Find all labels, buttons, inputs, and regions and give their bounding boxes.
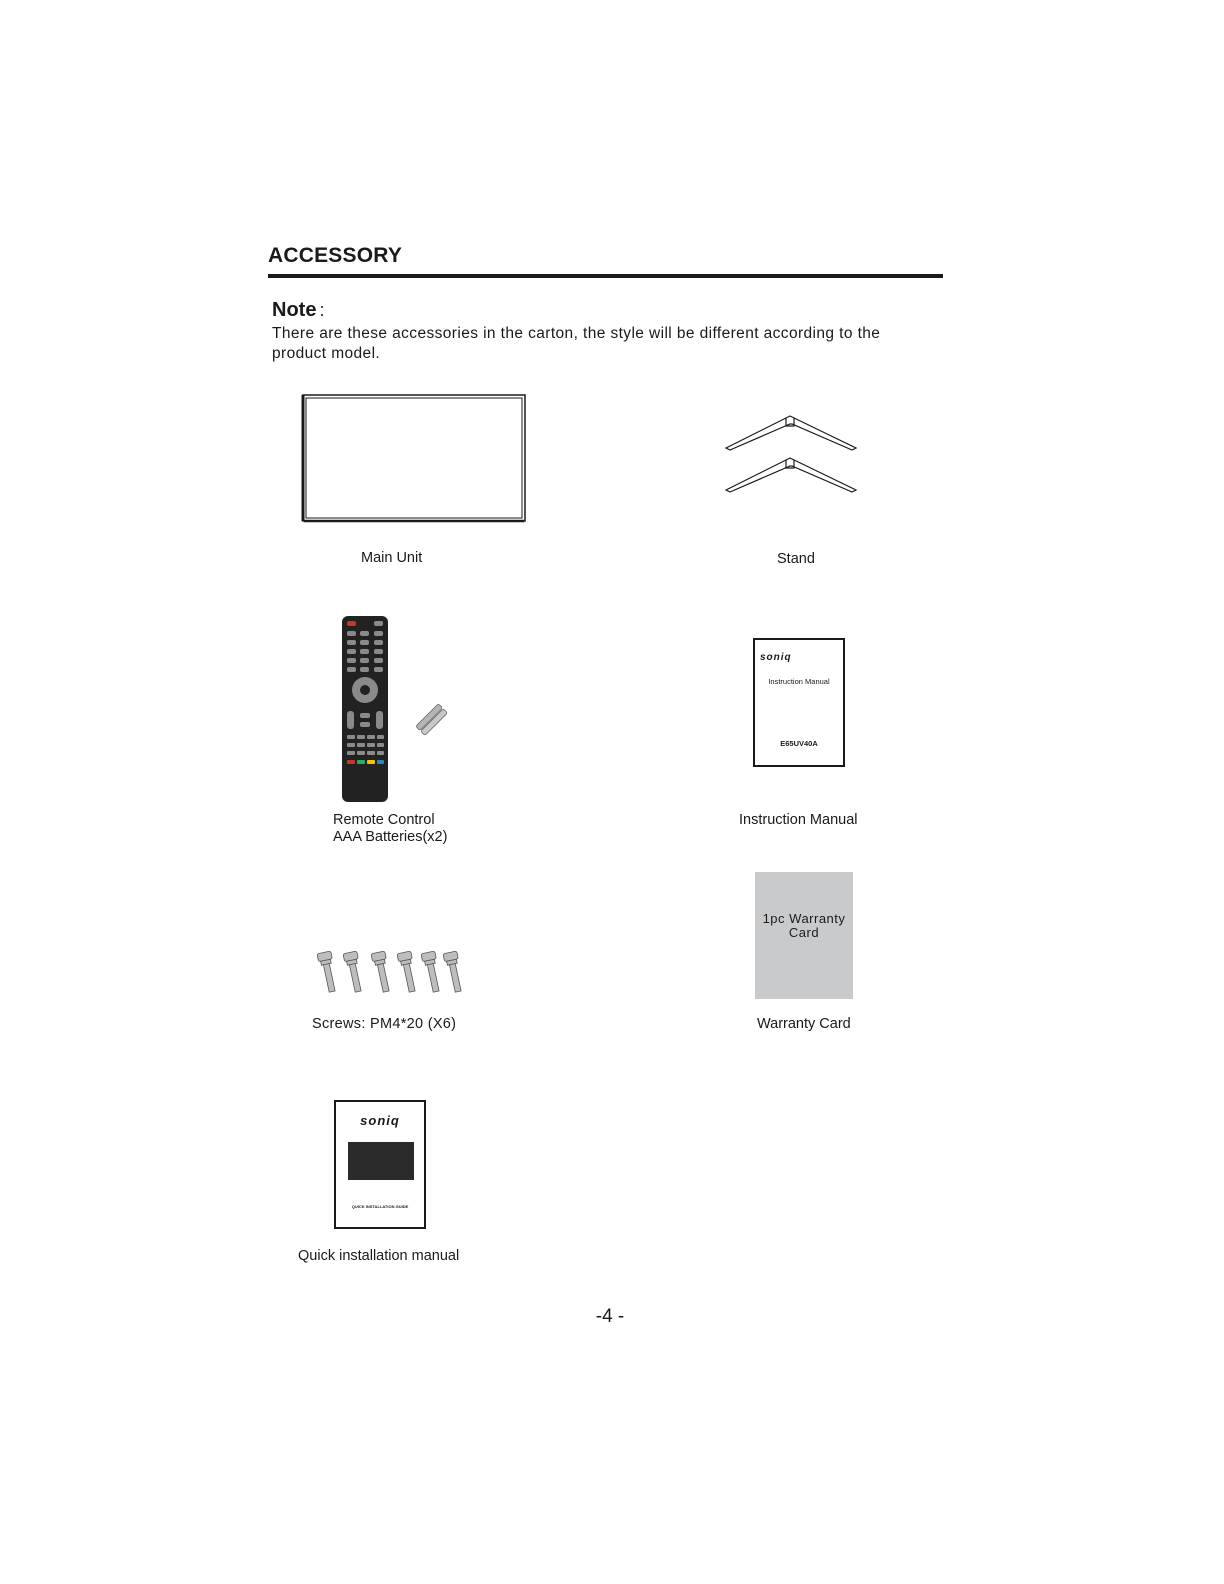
note-colon: : bbox=[319, 300, 325, 320]
remote-caption-line2: AAA Batteries(x2) bbox=[333, 829, 448, 845]
remote-control-illustration bbox=[340, 615, 390, 803]
manual-brand: soniq bbox=[760, 652, 792, 663]
instruction-manual-caption: Instruction Manual bbox=[739, 812, 858, 828]
manual-model: E65UV40A bbox=[780, 739, 818, 748]
warranty-card-illustration bbox=[755, 872, 853, 999]
remote-caption-line1: Remote Control bbox=[333, 812, 435, 828]
page-number: -4 - bbox=[595, 1306, 625, 1327]
manual-cover-title: Instruction Manual bbox=[768, 677, 830, 686]
remote-caption bbox=[333, 812, 447, 846]
title-underline bbox=[268, 274, 943, 278]
qim-cover-title: QUICK INSTALLATION GUIDE bbox=[351, 1204, 409, 1209]
warranty-card-line1: 1pc Warranty bbox=[762, 910, 846, 926]
note-label: Note bbox=[272, 299, 317, 321]
stand-caption: Stand bbox=[777, 551, 815, 567]
warranty-card-caption: Warranty Card bbox=[757, 1016, 851, 1032]
tv-main-unit-illustration bbox=[302, 394, 526, 524]
qim-tv-image bbox=[348, 1142, 414, 1180]
note-text: There are these accessories in the carton, the style will be different according to the product model. bbox=[272, 325, 881, 362]
warranty-card-line2: Card bbox=[788, 924, 820, 940]
main-unit-caption: Main Unit bbox=[361, 550, 423, 566]
quick-installation-manual-caption: Quick installation manual bbox=[298, 1248, 460, 1264]
stand-illustration bbox=[724, 412, 858, 496]
screws-illustration bbox=[316, 950, 468, 996]
quick-installation-manual-illustration bbox=[334, 1100, 426, 1229]
aaa-batteries-illustration bbox=[412, 702, 452, 738]
section-title: ACCESSORY bbox=[268, 244, 403, 267]
instruction-manual-illustration bbox=[753, 638, 845, 767]
qim-brand: soniq bbox=[360, 1113, 400, 1128]
note-heading bbox=[272, 299, 324, 322]
screws-caption: Screws: PM4*20 (X6) bbox=[312, 1016, 457, 1032]
